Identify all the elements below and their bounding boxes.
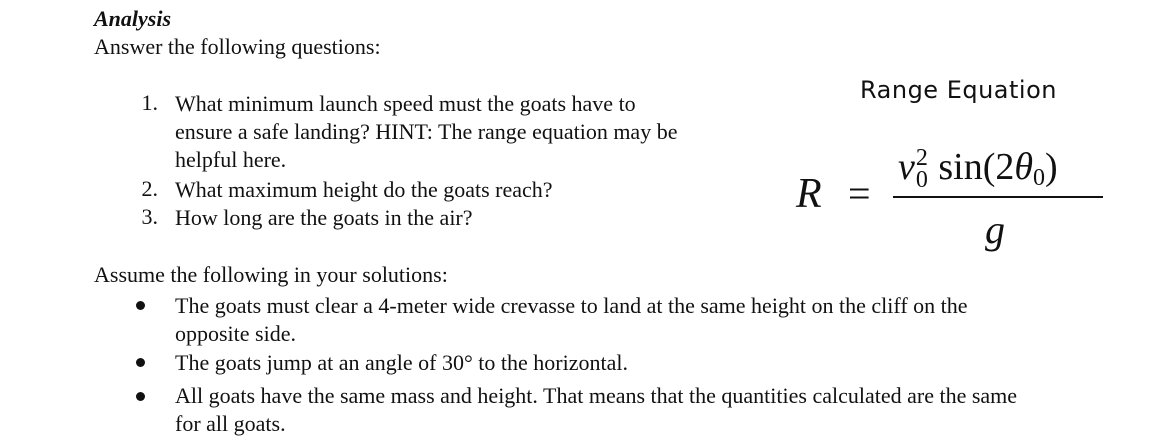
- question-line: What minimum launch speed must the goats have to: [175, 91, 636, 116]
- section-heading: Analysis: [94, 6, 172, 31]
- assumption-line: The goats jump at an angle of 30° to the horizontal.: [175, 350, 628, 375]
- question-number: 2.: [141, 176, 158, 201]
- numerator-theta-subscript: 0: [1033, 165, 1046, 191]
- numerator-close-paren: ): [1045, 146, 1058, 188]
- bullet-icon: [136, 358, 145, 367]
- equation-equals: =: [848, 171, 871, 216]
- equation-numerator: [898, 145, 1058, 192]
- section-intro: Answer the following questions:: [94, 34, 381, 59]
- equation-denominator: g: [985, 207, 1005, 252]
- question-line: ensure a safe landing? HINT: The range equation may be: [175, 119, 678, 144]
- bullet-icon: [136, 301, 145, 310]
- numerator-function: sin(2: [928, 146, 1015, 188]
- question-line: How long are the goats in the air?: [175, 205, 473, 230]
- bullet-icon: [136, 392, 145, 401]
- numerator-theta: θ: [1014, 146, 1034, 188]
- question-line: helpful here.: [175, 147, 287, 172]
- assumption-line: All goats have the same mass and height. That means that the quantities calculated are the same: [175, 383, 1018, 408]
- numerator-velocity: v: [898, 146, 915, 188]
- assumption-line: opposite side.: [175, 321, 296, 346]
- fraction-bar: [893, 196, 1103, 198]
- equation-lhs: R: [796, 171, 822, 217]
- numerator-velocity-subscript: 0: [915, 167, 928, 193]
- question-number: 1.: [141, 90, 158, 115]
- question-number: 3.: [141, 204, 158, 229]
- assumption-line: The goats must clear a 4-meter wide crevasse to land at the same height on the cliff on the: [175, 293, 968, 318]
- question-line: What maximum height do the goats reach?: [175, 177, 553, 202]
- assumption-line: for all goats.: [175, 411, 286, 436]
- numerator-exponent: 2: [915, 145, 928, 171]
- range-equation-title: Range Equation: [860, 76, 1057, 104]
- assumptions-intro: Assume the following in your solutions:: [94, 262, 448, 287]
